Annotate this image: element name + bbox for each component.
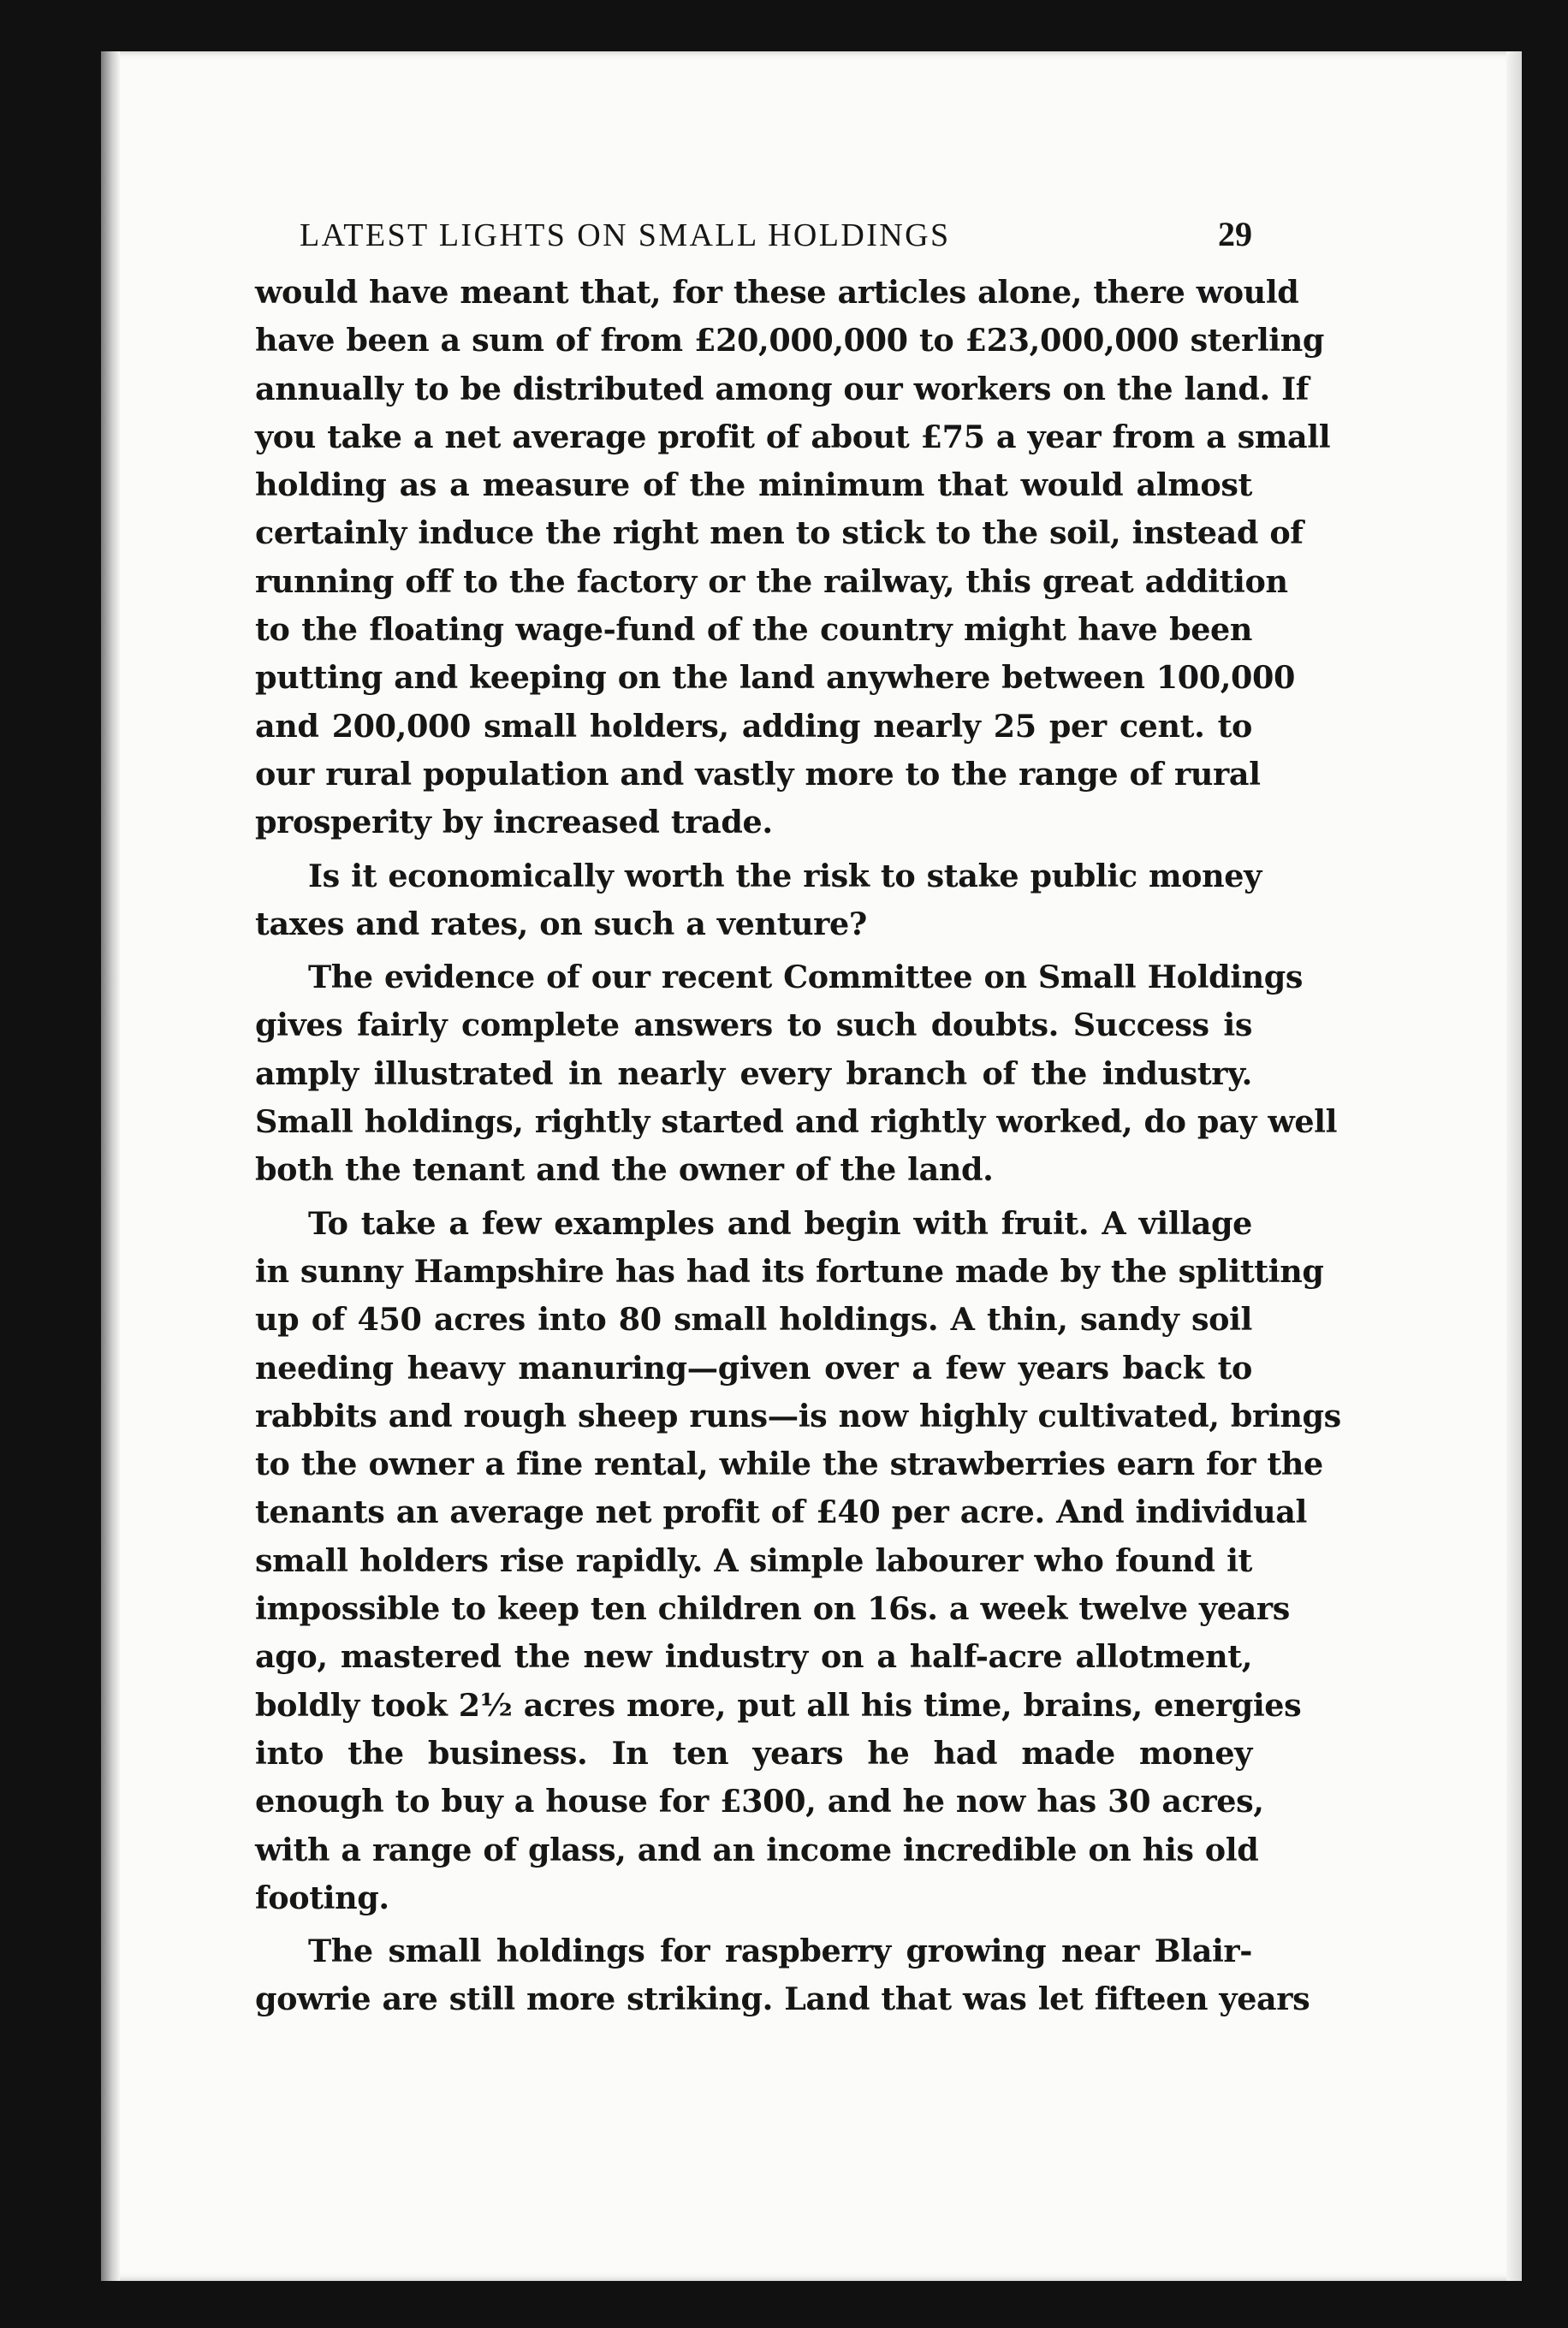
text-line: footing.: [255, 1879, 389, 1916]
text-line: gives fairly complete answers to such doubts. Success is: [255, 1007, 1252, 1044]
text-line: into the business. In ten years he had made money: [255, 1734, 1252, 1772]
text-line: The evidence of our recent Committee on Small Holdings: [308, 959, 1304, 996]
text-line: gowrie are still more striking. Land that was let fifteen years: [255, 1981, 1310, 2018]
text-line: up of 450 acres into 80 small holdings. A thin, sandy soil: [255, 1301, 1252, 1339]
text-line: our rural population and vastly more to the range of rural: [255, 755, 1261, 793]
text-line: annually to be distributed among our workers on the land. If: [255, 370, 1310, 407]
text-line: tenants an average net profit of £40 per acre. And individual: [255, 1494, 1307, 1531]
paragraph-4: [255, 1200, 1341, 1922]
text-line: The small holdings for raspberry growing near Blair-: [308, 1933, 1252, 1970]
text-line: taxes and rates, on such a venture?: [255, 905, 867, 942]
text-line: in sunny Hampshire has had its fortune made by the splitting: [255, 1252, 1324, 1290]
text-line: running off to the factory or the railway, this great addition: [255, 562, 1288, 600]
text-line: certainly induce the right men to stick to the soil, instead of: [255, 514, 1304, 552]
text-line: prosperity by increased trade.: [255, 804, 773, 841]
book-page: [101, 51, 1522, 2281]
text-line: putting and keeping on the land anywhere between 100,000: [255, 659, 1296, 697]
page-content: [255, 214, 1341, 2024]
text-line: enough to buy a house for £300, and he now has 30 acres,: [255, 1783, 1264, 1820]
text-line: rabbits and rough sheep runs—is now highly cultivated, brings: [255, 1397, 1341, 1434]
paragraph-1: [255, 269, 1331, 847]
text-line: both the tenant and the owner of the land.: [255, 1151, 994, 1189]
text-line: and 200,000 small holders, adding nearly 25 per cent. to: [255, 707, 1252, 745]
page-number: 29: [1218, 215, 1252, 253]
paragraph-list: [255, 269, 1341, 2024]
text-line: have been a sum of from £20,000,000 to £23,000,000 sterling: [255, 322, 1325, 359]
text-line: small holders rise rapidly. A simple labourer who found it: [255, 1541, 1252, 1579]
text-line: amply illustrated in nearly every branch of the industry.: [255, 1054, 1252, 1092]
text-line: needing heavy manuring—given over a few years back to: [255, 1349, 1252, 1387]
text-line: holding as a measure of the minimum that would almost: [255, 466, 1252, 504]
text-line: To take a few examples and begin with fruit. A village: [308, 1204, 1252, 1242]
running-head-title: LATEST LIGHTS ON SMALL HOLDINGS: [300, 217, 951, 253]
paragraph-5: [255, 1927, 1310, 2024]
paragraph-3: [255, 953, 1338, 1194]
text-line: you take a net average profit of about £75 a year from a small: [255, 418, 1331, 455]
text-line: would have meant that, for these articles alone, there would: [255, 274, 1299, 311]
text-line: Small holdings, rightly started and rightly worked, do pay well: [255, 1103, 1338, 1141]
paragraph-2: [255, 852, 1262, 949]
text-line: with a range of glass, and an income incredible on his old: [255, 1831, 1259, 1868]
running-head: [300, 214, 1252, 264]
text-line: to the owner a fine rental, while the strawberries earn for the: [255, 1446, 1323, 1483]
page-edge: [1506, 51, 1522, 2281]
text-line: Is it economically worth the risk to stake public money: [308, 857, 1262, 894]
text-line: boldly took 2½ acres more, put all his time, brains, energies: [255, 1686, 1302, 1724]
text-line: to the floating wage-fund of the country might have been: [255, 611, 1252, 649]
text-line: ago, mastered the new industry on a half-acre allotment,: [255, 1638, 1252, 1676]
text-line: impossible to keep ten children on 16s. a week twelve years: [255, 1590, 1290, 1628]
body-text: [255, 269, 1341, 2024]
page-gutter: [101, 51, 120, 2281]
